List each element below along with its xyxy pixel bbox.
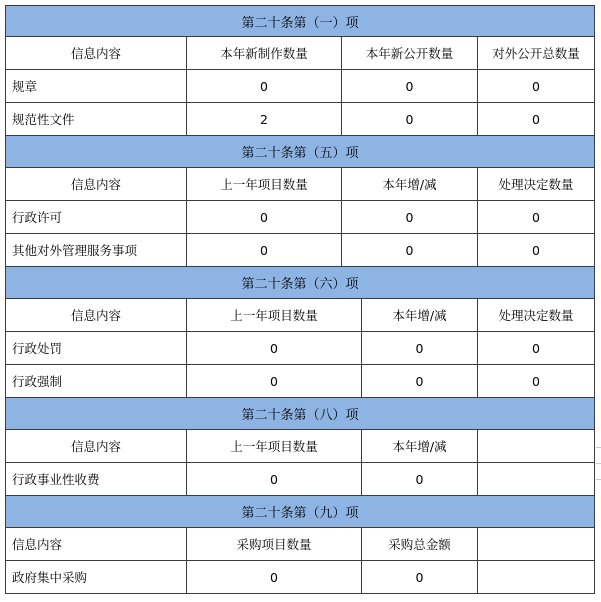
section-title-row <box>5 267 595 299</box>
row-value: 0 <box>342 234 478 266</box>
row-value: 0 <box>342 201 478 233</box>
header-col-3: 本年增/减 <box>362 430 478 462</box>
row-label: 行政许可 <box>6 201 187 233</box>
side-tick <box>596 447 601 448</box>
row-label: 规范性文件 <box>6 103 187 135</box>
row-value: 0 <box>362 332 478 364</box>
side-tick <box>596 463 601 464</box>
row-value: 0 <box>362 365 478 397</box>
header-col-4 <box>478 430 594 462</box>
header-col-4: 对外公开总数量 <box>492 46 580 61</box>
header-info-content: 信息内容 <box>6 37 187 69</box>
section-title: 第二十条第（五）项 <box>241 146 359 161</box>
header-col-2: 上一年项目数量 <box>187 168 342 200</box>
header-col-2: 上一年项目数量 <box>187 430 362 462</box>
header-info-content: 信息内容 <box>6 430 187 462</box>
header-col-4 <box>478 528 594 560</box>
row-value <box>478 561 594 593</box>
side-tick <box>596 479 601 480</box>
row-label: 行政强制 <box>6 365 187 397</box>
row-value: 0 <box>532 373 540 389</box>
row-value: 0 <box>532 340 540 356</box>
section-title-row <box>5 496 595 528</box>
section-title-row <box>5 398 595 430</box>
section-title: 第二十条第（六）项 <box>241 277 359 292</box>
header-col-2: 上一年项目数量 <box>187 299 362 331</box>
row-value: 0 <box>187 332 362 364</box>
header-col-3: 本年增/减 <box>342 168 478 200</box>
row-label: 政府集中采购 <box>6 561 187 593</box>
row-value: 0 <box>532 78 540 94</box>
row-value <box>478 463 594 495</box>
header-col-4: 处理决定数量 <box>498 177 574 192</box>
row-value: 0 <box>532 111 540 127</box>
row-label: 规章 <box>6 70 187 102</box>
column-header-row <box>5 168 595 201</box>
header-info-content: 信息内容 <box>6 528 187 560</box>
header-info-content: 信息内容 <box>6 299 187 331</box>
table-row <box>5 234 595 267</box>
row-value: 2 <box>187 103 342 135</box>
header-col-4: 处理决定数量 <box>498 308 574 323</box>
table-row <box>5 365 595 398</box>
row-value: 0 <box>187 234 342 266</box>
header-col-3: 采购总金额 <box>362 528 478 560</box>
section-title-row <box>5 136 595 168</box>
table-row <box>5 201 595 234</box>
header-info-content: 信息内容 <box>6 168 187 200</box>
row-value: 0 <box>187 365 362 397</box>
row-label: 行政事业性收费 <box>6 463 187 495</box>
table-row <box>5 332 595 365</box>
table-row <box>5 561 595 594</box>
section-title-row <box>5 5 595 37</box>
section-title: 第二十条第（九）项 <box>241 506 359 521</box>
header-col-3: 本年增/减 <box>362 299 478 331</box>
column-header-row <box>5 430 595 463</box>
row-value: 0 <box>362 463 478 495</box>
row-value: 0 <box>362 561 478 593</box>
row-label: 其他对外管理服务事项 <box>6 234 187 266</box>
header-col-2: 采购项目数量 <box>187 528 362 560</box>
disclosure-table <box>5 5 595 594</box>
row-value: 0 <box>342 103 478 135</box>
table-row <box>5 70 595 103</box>
table-row <box>5 103 595 136</box>
row-value: 0 <box>187 201 342 233</box>
table-row <box>5 463 595 496</box>
column-header-row <box>5 37 595 70</box>
row-value: 0 <box>532 209 540 225</box>
header-col-3: 本年新公开数量 <box>342 37 478 69</box>
row-value: 0 <box>187 70 342 102</box>
section-title: 第二十条第（一）项 <box>241 15 359 31</box>
row-label: 行政处罚 <box>6 332 187 364</box>
header-col-2: 本年新制作数量 <box>187 37 342 69</box>
row-value: 0 <box>532 242 540 258</box>
row-value: 0 <box>342 70 478 102</box>
row-value: 0 <box>187 463 362 495</box>
section-title: 第二十条第（八）项 <box>241 408 359 423</box>
row-value: 0 <box>187 561 362 593</box>
column-header-row <box>5 528 595 561</box>
column-header-row <box>5 299 595 332</box>
